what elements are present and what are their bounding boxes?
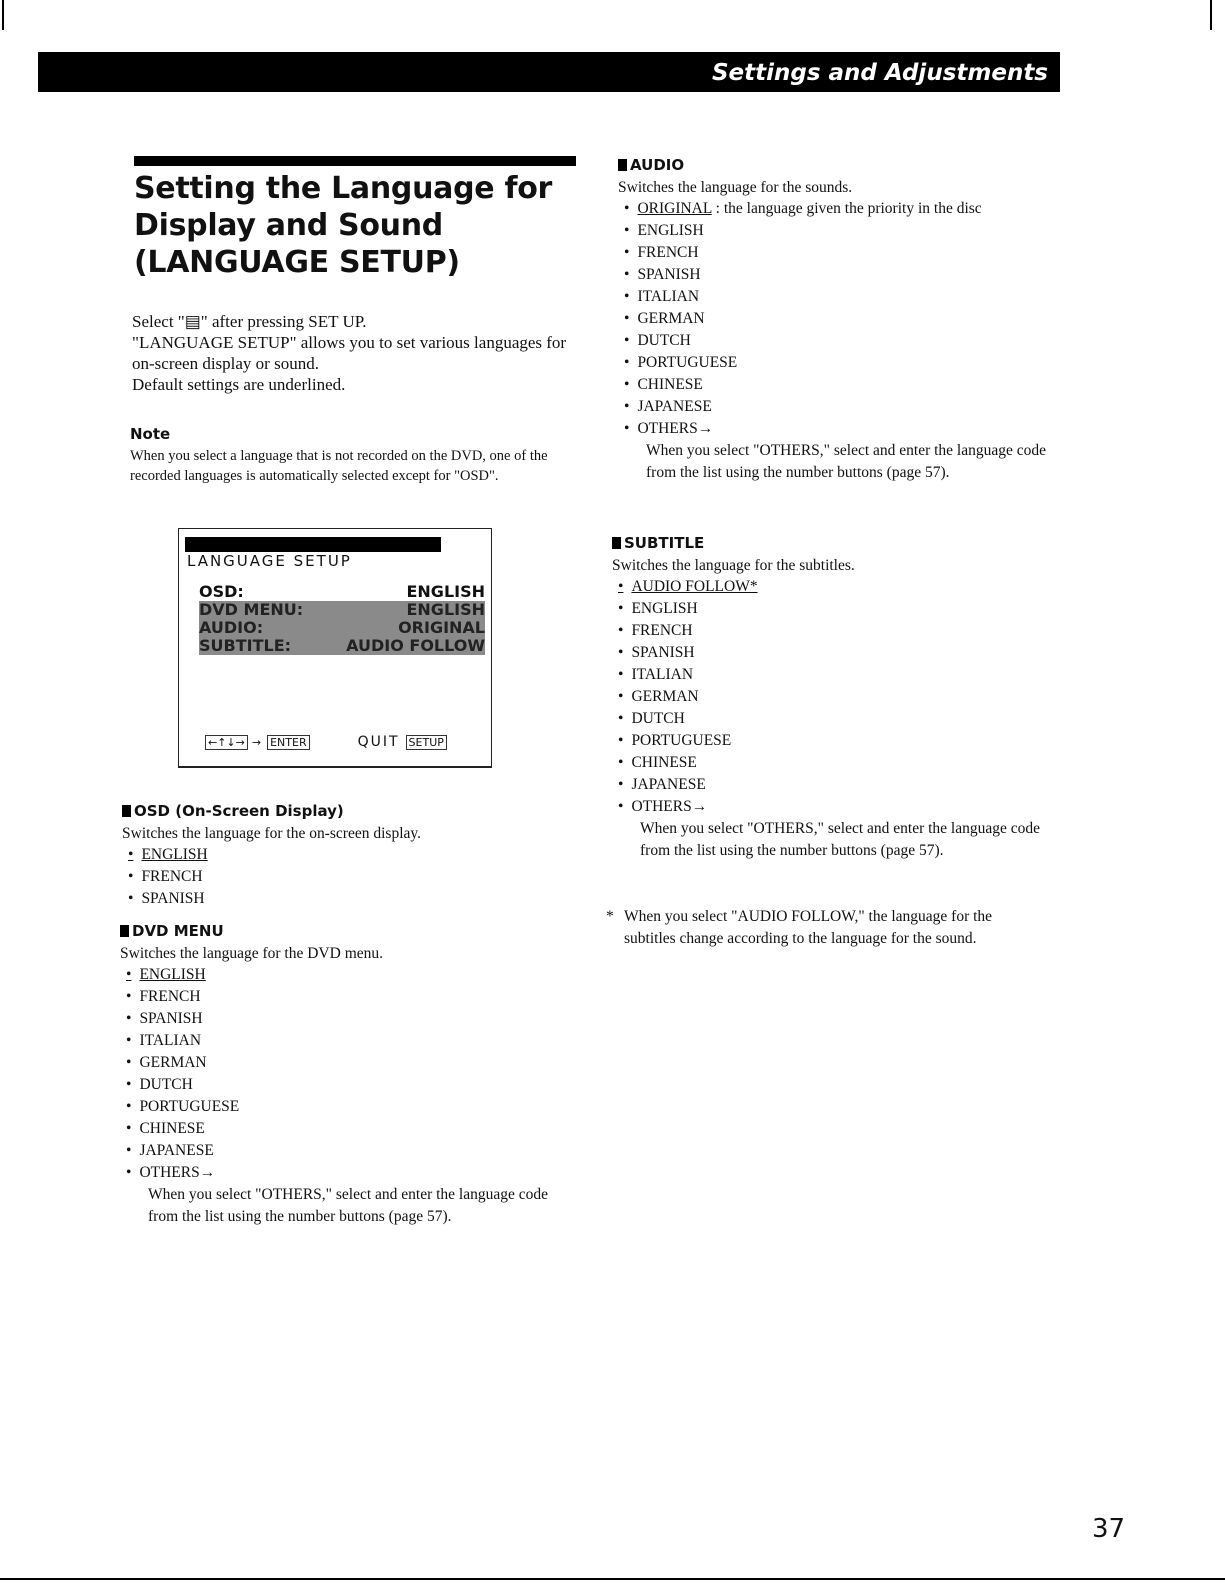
audio-section [618,156,1058,484]
screen-row-value: ENGLISH [406,600,485,619]
list-item: • PORTUGUESE [618,352,1058,374]
list-item: • PORTUGUESE [612,730,1052,752]
osd-heading-text: OSD (On-Screen Display) [134,802,344,820]
screen-row-label: OSD: [199,582,244,601]
screen-menu [199,583,485,655]
square-bullet-icon [120,925,129,937]
osd-options [122,844,578,910]
list-item: • JAPANESE [120,1140,576,1162]
list-item: • OTHERS→ [612,796,1052,818]
page-number: 37 [1092,1514,1126,1544]
audio-options [618,198,1058,440]
list-item: • OTHERS→ [120,1162,576,1184]
others-note: When you select "OTHERS," select and enter the language code from the list using the number buttons (page 57). [646,442,1047,481]
note-heading: Note [130,425,171,443]
screen-row-label: AUDIO: [199,618,264,637]
osd-heading [122,802,578,820]
audio-heading [618,156,1058,174]
screen-row-value: ENGLISH [406,582,485,601]
setup-key-icon: SETUP [406,735,447,750]
dvd-menu-heading [120,922,576,940]
subtitle-heading [612,534,1052,552]
list-item: • CHINESE [612,752,1052,774]
others-note: When you select "OTHERS," select and enter the language code from the list using the number buttons (page 57). [640,820,1041,859]
list-item: • CHINESE [618,374,1058,396]
quit-label: QUIT [357,734,400,750]
screen-row-value: AUDIO FOLLOW [346,636,485,655]
arrow-keys-icon: ←↑↓→ [205,735,248,750]
list-item: • OTHERS→ [618,418,1058,440]
crop-mark-left [2,0,4,30]
title-rule [134,156,576,166]
square-bullet-icon [618,159,627,171]
screen-row-dvd-menu [199,601,485,619]
screen-row-value: ORIGINAL [398,618,485,637]
list-item: • SPANISH [122,888,578,910]
list-item: • ENGLISH [618,220,1058,242]
footnote-mark: * [606,908,614,925]
list-item: • ENGLISH [612,598,1052,620]
audio-heading-text: AUDIO [630,156,685,174]
list-item [618,198,1058,220]
list-item: • FRENCH [618,242,1058,264]
screen-row-label: DVD MENU: [199,600,304,619]
dvd-menu-section [120,922,576,1228]
crop-mark-right [1210,0,1212,30]
subtitle-section [612,534,1052,862]
list-item: • SPANISH [618,264,1058,286]
list-item: • DUTCH [120,1074,576,1096]
audio-original-option: ORIGINAL [637,200,712,217]
list-item: • JAPANESE [612,774,1052,796]
audio-description: Switches the language for the sounds. [618,179,853,196]
intro-line: "LANGUAGE SETUP" allows you to set various languages for on-screen display or sound. [132,333,567,373]
screen-heading: LANGUAGE SETUP [187,552,352,570]
list-item: • ITALIAN [612,664,1052,686]
list-item: • GERMAN [612,686,1052,708]
header-bar [38,52,1060,92]
dvd-menu-description: Switches the language for the DVD menu. [120,945,384,962]
square-bullet-icon [122,805,131,817]
list-item: • ENGLISH [122,844,578,866]
intro-text [132,311,578,395]
screen-top-bar [185,537,441,552]
screen-row-subtitle [199,637,485,655]
arrow-right-icon: → [251,735,264,749]
list-item: • FRENCH [120,986,576,1008]
list-item: • FRENCH [122,866,578,888]
intro-line: Select "▤" after pressing SET UP. [132,312,367,331]
screen-footer [205,734,465,750]
screen-row-osd [199,583,485,601]
list-item: • ITALIAN [618,286,1058,308]
others-note: When you select "OTHERS," select and enter the language code from the list using the number buttons (page 57). [148,1186,549,1225]
screen-row-label: SUBTITLE: [199,636,292,655]
list-item: • ENGLISH [120,964,576,986]
page-title: Setting the Language for Display and Sound (LANGUAGE SETUP) [134,171,553,280]
subtitle-options [612,576,1052,818]
intro-line: Default settings are underlined. [132,375,346,394]
list-item: • DUTCH [618,330,1058,352]
square-bullet-icon [612,537,621,549]
note-text: When you select a language that is not recorded on the DVD, one of the recorded languages is automatically selected except for "OSD". [130,448,548,484]
language-setup-screen [178,528,492,768]
list-item: • SPANISH [120,1008,576,1030]
dvd-menu-heading-text: DVD MENU [132,922,224,940]
left-column [122,156,578,486]
list-item: • SPANISH [612,642,1052,664]
osd-section [122,802,578,910]
list-item: • PORTUGUESE [120,1096,576,1118]
list-item: • JAPANESE [618,396,1058,418]
footnote-text: When you select "AUDIO FOLLOW," the language for the subtitles change according to the language for the sound. [624,908,993,947]
enter-key-icon: ENTER [267,735,310,750]
subtitle-description: Switches the language for the subtitles. [612,557,855,574]
footnote [606,906,1046,950]
list-item: • FRENCH [612,620,1052,642]
crop-mark-bottom [0,1578,1225,1580]
audio-original-desc: : the language given the priority in the disc [715,200,982,217]
subtitle-heading-text: SUBTITLE [624,534,705,552]
osd-description: Switches the language for the on-screen display. [122,825,421,842]
screen-row-audio [199,619,485,637]
list-item: • CHINESE [120,1118,576,1140]
list-item: • GERMAN [618,308,1058,330]
list-item: • ITALIAN [120,1030,576,1052]
section-title: Settings and Adjustments [711,60,1048,86]
list-item: • DUTCH [612,708,1052,730]
list-item: • AUDIO FOLLOW* [612,576,1052,598]
dvd-menu-options [120,964,576,1184]
list-item: • GERMAN [120,1052,576,1074]
